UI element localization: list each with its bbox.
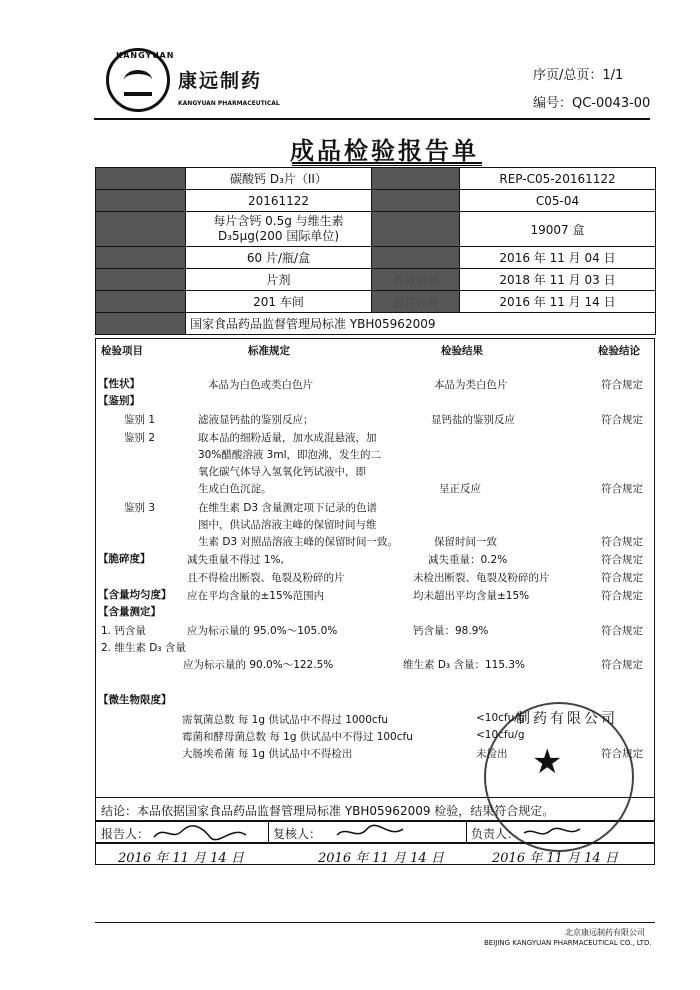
label-cell <box>96 313 186 335</box>
vitd-label: 2. 维生素 D₃ 含量 <box>101 642 186 654</box>
report-number: REP-C05-20161122 <box>460 168 656 190</box>
jb1-standard: 滤液显钙盐的鉴别反应； <box>198 414 314 426</box>
micro-mold-standard: 霉菌和酵母菌总数 每 1g 供试品中不得过 100cfu <box>182 731 413 743</box>
jb2-standard-line: 取本品的细粉适量，加水成混悬液，加 <box>198 432 377 444</box>
logo-ring-text: KANGYUAN <box>116 51 175 60</box>
dosage-form: 片剂 <box>186 269 372 291</box>
company-name: 康远制药 <box>178 70 263 92</box>
col-conclusion-header: 检验结论 <box>598 345 640 357</box>
jb2-label: 鉴别 2 <box>124 432 156 444</box>
label-cell <box>96 291 186 313</box>
report-date-handwritten: 2016 年 11 月 14 日 <box>118 851 244 866</box>
label-cell-expiry: 有效期至 <box>372 269 460 291</box>
vitd-conclusion: 符合规定 <box>601 659 643 671</box>
report-date: 2016 年 11 月 14 日 <box>460 291 656 313</box>
review-date-handwritten: 2016 年 11 月 14 日 <box>318 851 444 866</box>
production-date: 2016 年 11 月 04 日 <box>460 247 656 269</box>
vitd-result: 维生素 D₃ 含量：115.3% <box>403 659 526 671</box>
expiry-date: 2018 年 11 月 03 日 <box>460 269 656 291</box>
label-cell-report-date: 报告日期 <box>372 291 460 313</box>
signature-divider <box>466 821 467 843</box>
logo-mark-icon <box>124 70 152 90</box>
package: 60 片/瓶/盒 <box>186 247 372 269</box>
xz-standard: 本品为白色或类白色片 <box>208 379 313 391</box>
col-standard-header: 标准规定 <box>248 345 290 357</box>
specification: 每片含钙 0.5g 与维生素 D₃5μg(200 国际单位) <box>186 212 372 247</box>
cs-standard-2: 且不得检出断裂、龟裂及粉碎的片 <box>187 572 345 584</box>
jb1-label: 鉴别 1 <box>124 414 156 426</box>
jb3-standard-line: 在维生素 D3 含量测定项下记录的色谱 <box>198 502 377 514</box>
hl-standard: 应在平均含量的±15%范围内 <box>187 590 325 602</box>
xz-conclusion: 符合规定 <box>601 379 643 391</box>
section-hanliang-junyundu: 【含量均匀度】 <box>98 589 172 601</box>
jb2-result: 呈正反应 <box>439 483 481 495</box>
report-title: 成品检验报告单 <box>290 137 479 165</box>
section-microbial: 【微生物限度】 <box>98 694 172 706</box>
footer-company-cn: 北京康远制药有限公司 <box>565 928 645 937</box>
logo-base-icon <box>124 92 152 96</box>
reviewer-label: 复核人： <box>273 827 322 841</box>
calcium-result: 钙含量：98.9% <box>413 625 489 637</box>
section-hanliang-ceding: 【含量测定】 <box>98 606 161 618</box>
calcium-label: 1. 钙含量 <box>101 625 146 637</box>
cs-conclusion-1: 符合规定 <box>601 554 643 566</box>
jb3-standard-line: 生素 D3 对照品溶液主峰的保留时间一致。 <box>198 536 398 548</box>
quantity: 19007 盒 <box>460 212 656 247</box>
jb3-result: 保留时间一致 <box>434 536 497 548</box>
product-name: 碳酸钙 D₃片（II） <box>186 168 372 190</box>
footer-divider <box>95 922 655 923</box>
label-cell <box>96 269 186 291</box>
micro-aerobic-standard: 需氧菌总数 每 1g 供试品中不得过 1000cfu <box>182 714 389 726</box>
inspection-basis: 国家食品药品监督管理局标准 YBH05962009 <box>186 313 656 335</box>
batch-number: 20161122 <box>186 190 372 212</box>
jb3-conclusion: 符合规定 <box>601 536 643 548</box>
micro-conclusion: 符合规定 <box>601 748 643 760</box>
jb2-conclusion: 符合规定 <box>601 483 643 495</box>
label-cell <box>372 190 460 212</box>
responsible-label: 负责人： <box>471 827 520 841</box>
section-xingzhuang: 【性状】 <box>98 378 140 390</box>
company-name-en: KANGYUAN PHARMACEUTICAL <box>178 100 280 107</box>
label-cell <box>96 168 186 190</box>
micro-ecoli-result: 未检出 <box>476 748 508 760</box>
jb3-standard-line: 图中，供试品溶液主峰的保留时间与维 <box>198 519 377 531</box>
footer-company-en: BEIJING KANGYUAN PHARMACEUTICAL CO., LTD. <box>484 939 652 947</box>
hl-conclusion: 符合规定 <box>601 590 643 602</box>
label-cell <box>372 212 460 247</box>
title-underline-thin <box>292 165 482 166</box>
product-info-table <box>95 167 656 335</box>
calcium-conclusion: 符合规定 <box>601 625 643 637</box>
micro-ecoli-standard: 大肠埃希菌 每 1g 供试品中不得检出 <box>182 748 353 760</box>
label-cell <box>96 190 186 212</box>
conclusion-text: 结论：本品依据国家食品药品监督管理局标准 YBH05962009 检验，结果符合规定。 <box>101 804 555 818</box>
cs-conclusion-2: 符合规定 <box>601 572 643 584</box>
label-cell <box>96 247 186 269</box>
reviewer-signature <box>333 823 413 843</box>
page-info: 序页/总页：1/1 <box>533 68 624 83</box>
jb2-standard-line: 30%醋酸溶液 3ml，即泡沸，发生的二 <box>198 449 382 461</box>
xz-result: 本品为类白色片 <box>434 379 508 391</box>
vitd-standard: 应为标示量的 90.0%～122.5% <box>183 659 334 671</box>
signature-divider <box>268 821 269 843</box>
label-cell <box>372 247 460 269</box>
label-cell <box>372 168 460 190</box>
calcium-standard: 应为标示量的 95.0%～105.0% <box>187 625 338 637</box>
col-item-header: 检验项目 <box>101 345 143 357</box>
hl-result: 均未超出平均含量±15% <box>413 590 530 602</box>
document-number: 编号：QC-0043-00 <box>533 96 651 111</box>
jb1-result: 显钙盐的鉴别反应 <box>431 414 515 426</box>
header-divider <box>94 118 650 120</box>
cs-result-1: 减失重量：0.2% <box>428 554 508 566</box>
cs-standard-1: 减失重量不得过 1%, <box>187 554 284 566</box>
micro-mold-result: <10cfu/g <box>476 729 525 741</box>
micro-aerobic-result: <10cfu/g <box>476 712 525 724</box>
product-code: C05-04 <box>460 190 656 212</box>
section-cuisuidu: 【脆碎度】 <box>98 553 151 565</box>
seal-text: 制药有限公司 <box>516 711 618 727</box>
reporter-signature <box>150 823 260 843</box>
cs-result-2: 未检出断裂、龟裂及粉碎的片 <box>413 572 550 584</box>
seal-star-icon: ★ <box>532 742 563 782</box>
approve-date-handwritten: 2016 年 11 月 14 日 <box>492 851 618 866</box>
jb3-label: 鉴别 3 <box>124 502 156 514</box>
label-cell <box>96 212 186 247</box>
section-jianbie: 【鉴别】 <box>98 395 140 407</box>
jb2-standard-line: 氧化碳气体导入氢氧化钙试液中，即 <box>198 466 366 478</box>
col-result-header: 检验结果 <box>441 345 483 357</box>
workshop: 201 车间 <box>186 291 372 313</box>
jb1-conclusion: 符合规定 <box>601 414 643 426</box>
reporter-label: 报告人： <box>101 827 150 841</box>
jb2-standard-line: 生成白色沉淀。 <box>198 483 272 495</box>
title-underline <box>292 162 482 164</box>
